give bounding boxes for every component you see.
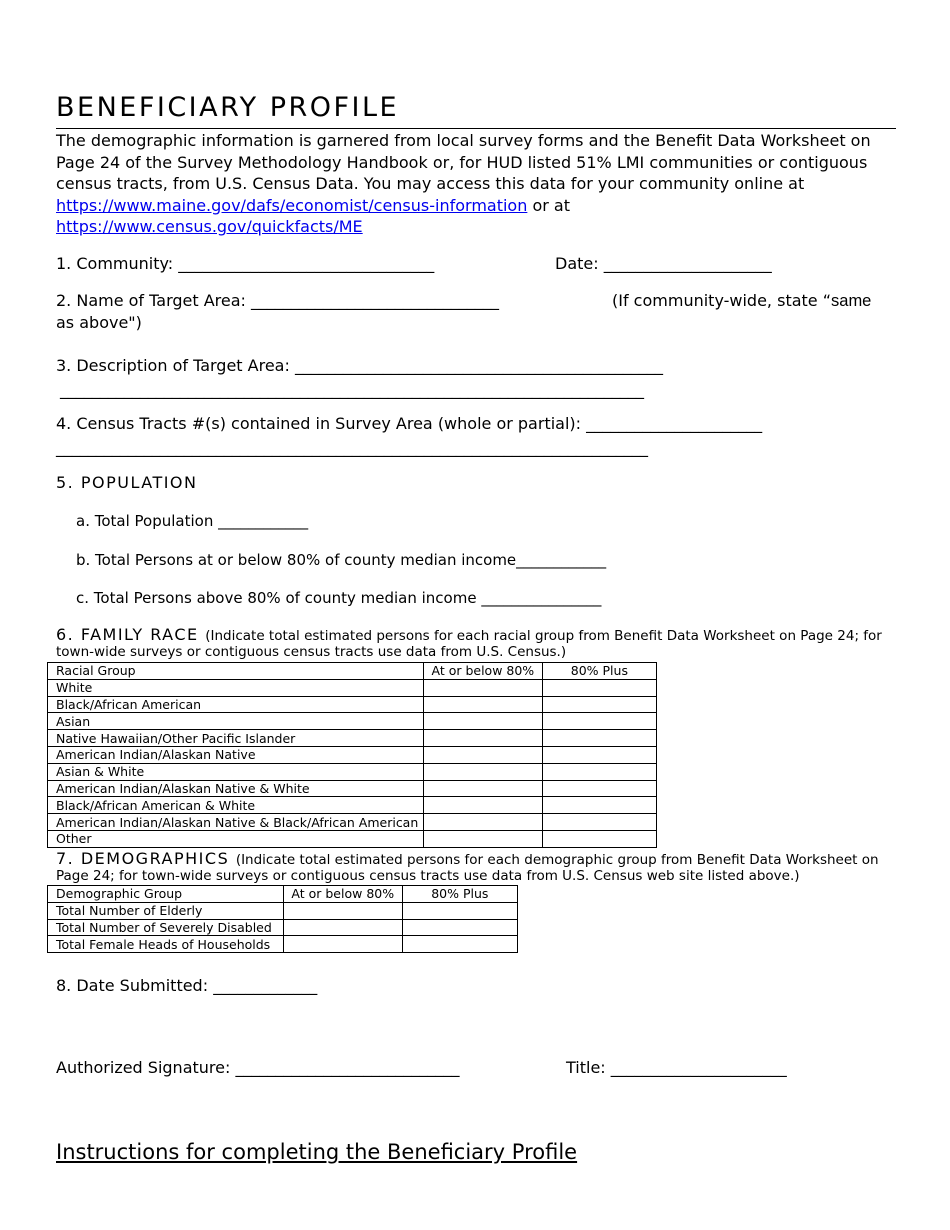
table-cell-input[interactable] [402, 902, 517, 919]
instructions-heading: Instructions for completing the Beneficiary Profile [56, 1140, 578, 1164]
table-cell-input[interactable] [423, 696, 542, 713]
row-label: Black/African American & White [48, 797, 424, 814]
row-label: Black/African American [48, 696, 424, 713]
table-row [48, 814, 657, 831]
description-field-cont[interactable]: _________________________________________________________________________ [60, 380, 644, 399]
target-area-note-text: (If community-wide, state “ [612, 291, 832, 310]
column-header: At or below 80% [423, 663, 542, 680]
total-population-field[interactable]: a. Total Population ____________ [76, 512, 309, 530]
row-label: American Indian/Alaskan Native & White [48, 780, 424, 797]
community-field[interactable]: 1. Community: ________________________________ [56, 254, 435, 273]
table-row [48, 797, 657, 814]
table-cell-input[interactable] [283, 902, 402, 919]
demographics-title: 7. DEMOGRAPHICS [56, 849, 230, 868]
family-race-heading [56, 625, 882, 644]
table-cell-input[interactable] [542, 814, 656, 831]
target-area-note-cont: as above") [56, 313, 142, 332]
table-row [48, 730, 657, 747]
row-label: Asian & White [48, 763, 424, 780]
target-area-field[interactable]: 2. Name of Target Area: _______________________________ [56, 291, 500, 310]
census-tracts-field-cont[interactable]: __________________________________________________________________________ [56, 438, 648, 457]
persons-above-80-field[interactable]: c. Total Persons above 80% of county median income ________________ [76, 589, 602, 607]
table-cell-input[interactable] [423, 797, 542, 814]
description-field[interactable]: 3. Description of Target Area: ______________________________________________ [56, 356, 663, 375]
table-cell-input[interactable] [542, 797, 656, 814]
table-row [48, 936, 518, 953]
table-cell-input[interactable] [423, 780, 542, 797]
intro-connector: or at [527, 195, 570, 215]
table-cell-input[interactable] [402, 936, 517, 953]
table-cell-input[interactable] [542, 679, 656, 696]
intro-paragraph [56, 130, 901, 238]
demographics-heading [56, 849, 879, 868]
column-header: Demographic Group [48, 886, 284, 903]
table-cell-input[interactable] [542, 763, 656, 780]
table-row [48, 696, 657, 713]
row-label: Total Number of Elderly [48, 902, 284, 919]
title-field[interactable]: Title: ______________________ [566, 1058, 787, 1077]
family-race-table [47, 662, 657, 848]
table-cell-input[interactable] [542, 696, 656, 713]
population-heading: 5. POPULATION [56, 473, 198, 492]
target-area-note-same: same [831, 292, 872, 310]
census-quickfacts-link[interactable]: https://www.census.gov/quickfacts/ME [56, 217, 363, 236]
row-label: White [48, 679, 424, 696]
intro-text: The demographic information is garnered from local survey forms and the Benefit Data Worksheet on Page 24 of the Survey Methodology Handbook or, for HUD listed 51% LMI communities or contiguous census tracts, from U.S. Census Data. You may access this data for your community online at [56, 131, 871, 193]
page-title: BENEFICIARY PROFILE [56, 92, 400, 123]
date-field[interactable]: Date: _____________________ [555, 254, 772, 273]
signature-field[interactable]: Authorized Signature: ____________________________ [56, 1058, 460, 1077]
table-cell-input[interactable] [423, 746, 542, 763]
table-row [48, 746, 657, 763]
persons-below-80-field[interactable]: b. Total Persons at or below 80% of county median income____________ [76, 551, 607, 569]
table-cell-input[interactable] [542, 730, 656, 747]
target-area-note [612, 291, 871, 311]
row-label: American Indian/Alaskan Native [48, 746, 424, 763]
maine-census-link[interactable]: https://www.maine.gov/dafs/economist/census-information [56, 195, 528, 215]
demographics-note-cont: Page 24; for town-wide surveys or contiguous census tracts use data from U.S. Census web site listed above.) [56, 868, 800, 884]
family-race-note: (Indicate total estimated persons for each racial group from Benefit Data Worksheet on Page 24; for [205, 628, 882, 644]
demographics-note: (Indicate total estimated persons for each demographic group from Benefit Data Worksheet on [235, 852, 879, 868]
column-header: 80% Plus [402, 886, 517, 903]
table-row [48, 780, 657, 797]
row-label: Total Female Heads of Households [48, 936, 284, 953]
title-divider [56, 128, 896, 129]
date-submitted-field[interactable]: 8. Date Submitted: _____________ [56, 976, 318, 995]
table-cell-input[interactable] [283, 936, 402, 953]
row-label: American Indian/Alaskan Native & Black/African American [48, 814, 424, 831]
table-cell-input[interactable] [423, 814, 542, 831]
table-header-row [48, 886, 518, 903]
row-label: Native Hawaiian/Other Pacific Islander [48, 730, 424, 747]
row-label: Total Number of Severely Disabled [48, 919, 284, 936]
census-tracts-field[interactable]: 4. Census Tracts #(s) contained in Survey Area (whole or partial): ______________________ [56, 414, 763, 433]
table-row [48, 830, 657, 847]
demographics-table [47, 885, 518, 953]
table-row [48, 902, 518, 919]
table-cell-input[interactable] [423, 763, 542, 780]
table-header-row [48, 663, 657, 680]
table-row [48, 679, 657, 696]
row-label: Asian [48, 713, 424, 730]
table-cell-input[interactable] [542, 830, 656, 847]
table-cell-input[interactable] [542, 746, 656, 763]
table-cell-input[interactable] [423, 830, 542, 847]
table-row [48, 713, 657, 730]
column-header: 80% Plus [542, 663, 656, 680]
table-cell-input[interactable] [542, 780, 656, 797]
table-row [48, 919, 518, 936]
table-cell-input[interactable] [423, 713, 542, 730]
row-label: Other [48, 830, 424, 847]
table-cell-input[interactable] [423, 730, 542, 747]
table-row [48, 763, 657, 780]
column-header: At or below 80% [283, 886, 402, 903]
family-race-title: 6. FAMILY RACE [56, 625, 199, 644]
table-cell-input[interactable] [402, 919, 517, 936]
table-cell-input[interactable] [542, 713, 656, 730]
table-cell-input[interactable] [423, 679, 542, 696]
family-race-note-cont: town-wide surveys or contiguous census tracts use data from U.S. Census.) [56, 644, 567, 660]
table-cell-input[interactable] [283, 919, 402, 936]
column-header: Racial Group [48, 663, 424, 680]
